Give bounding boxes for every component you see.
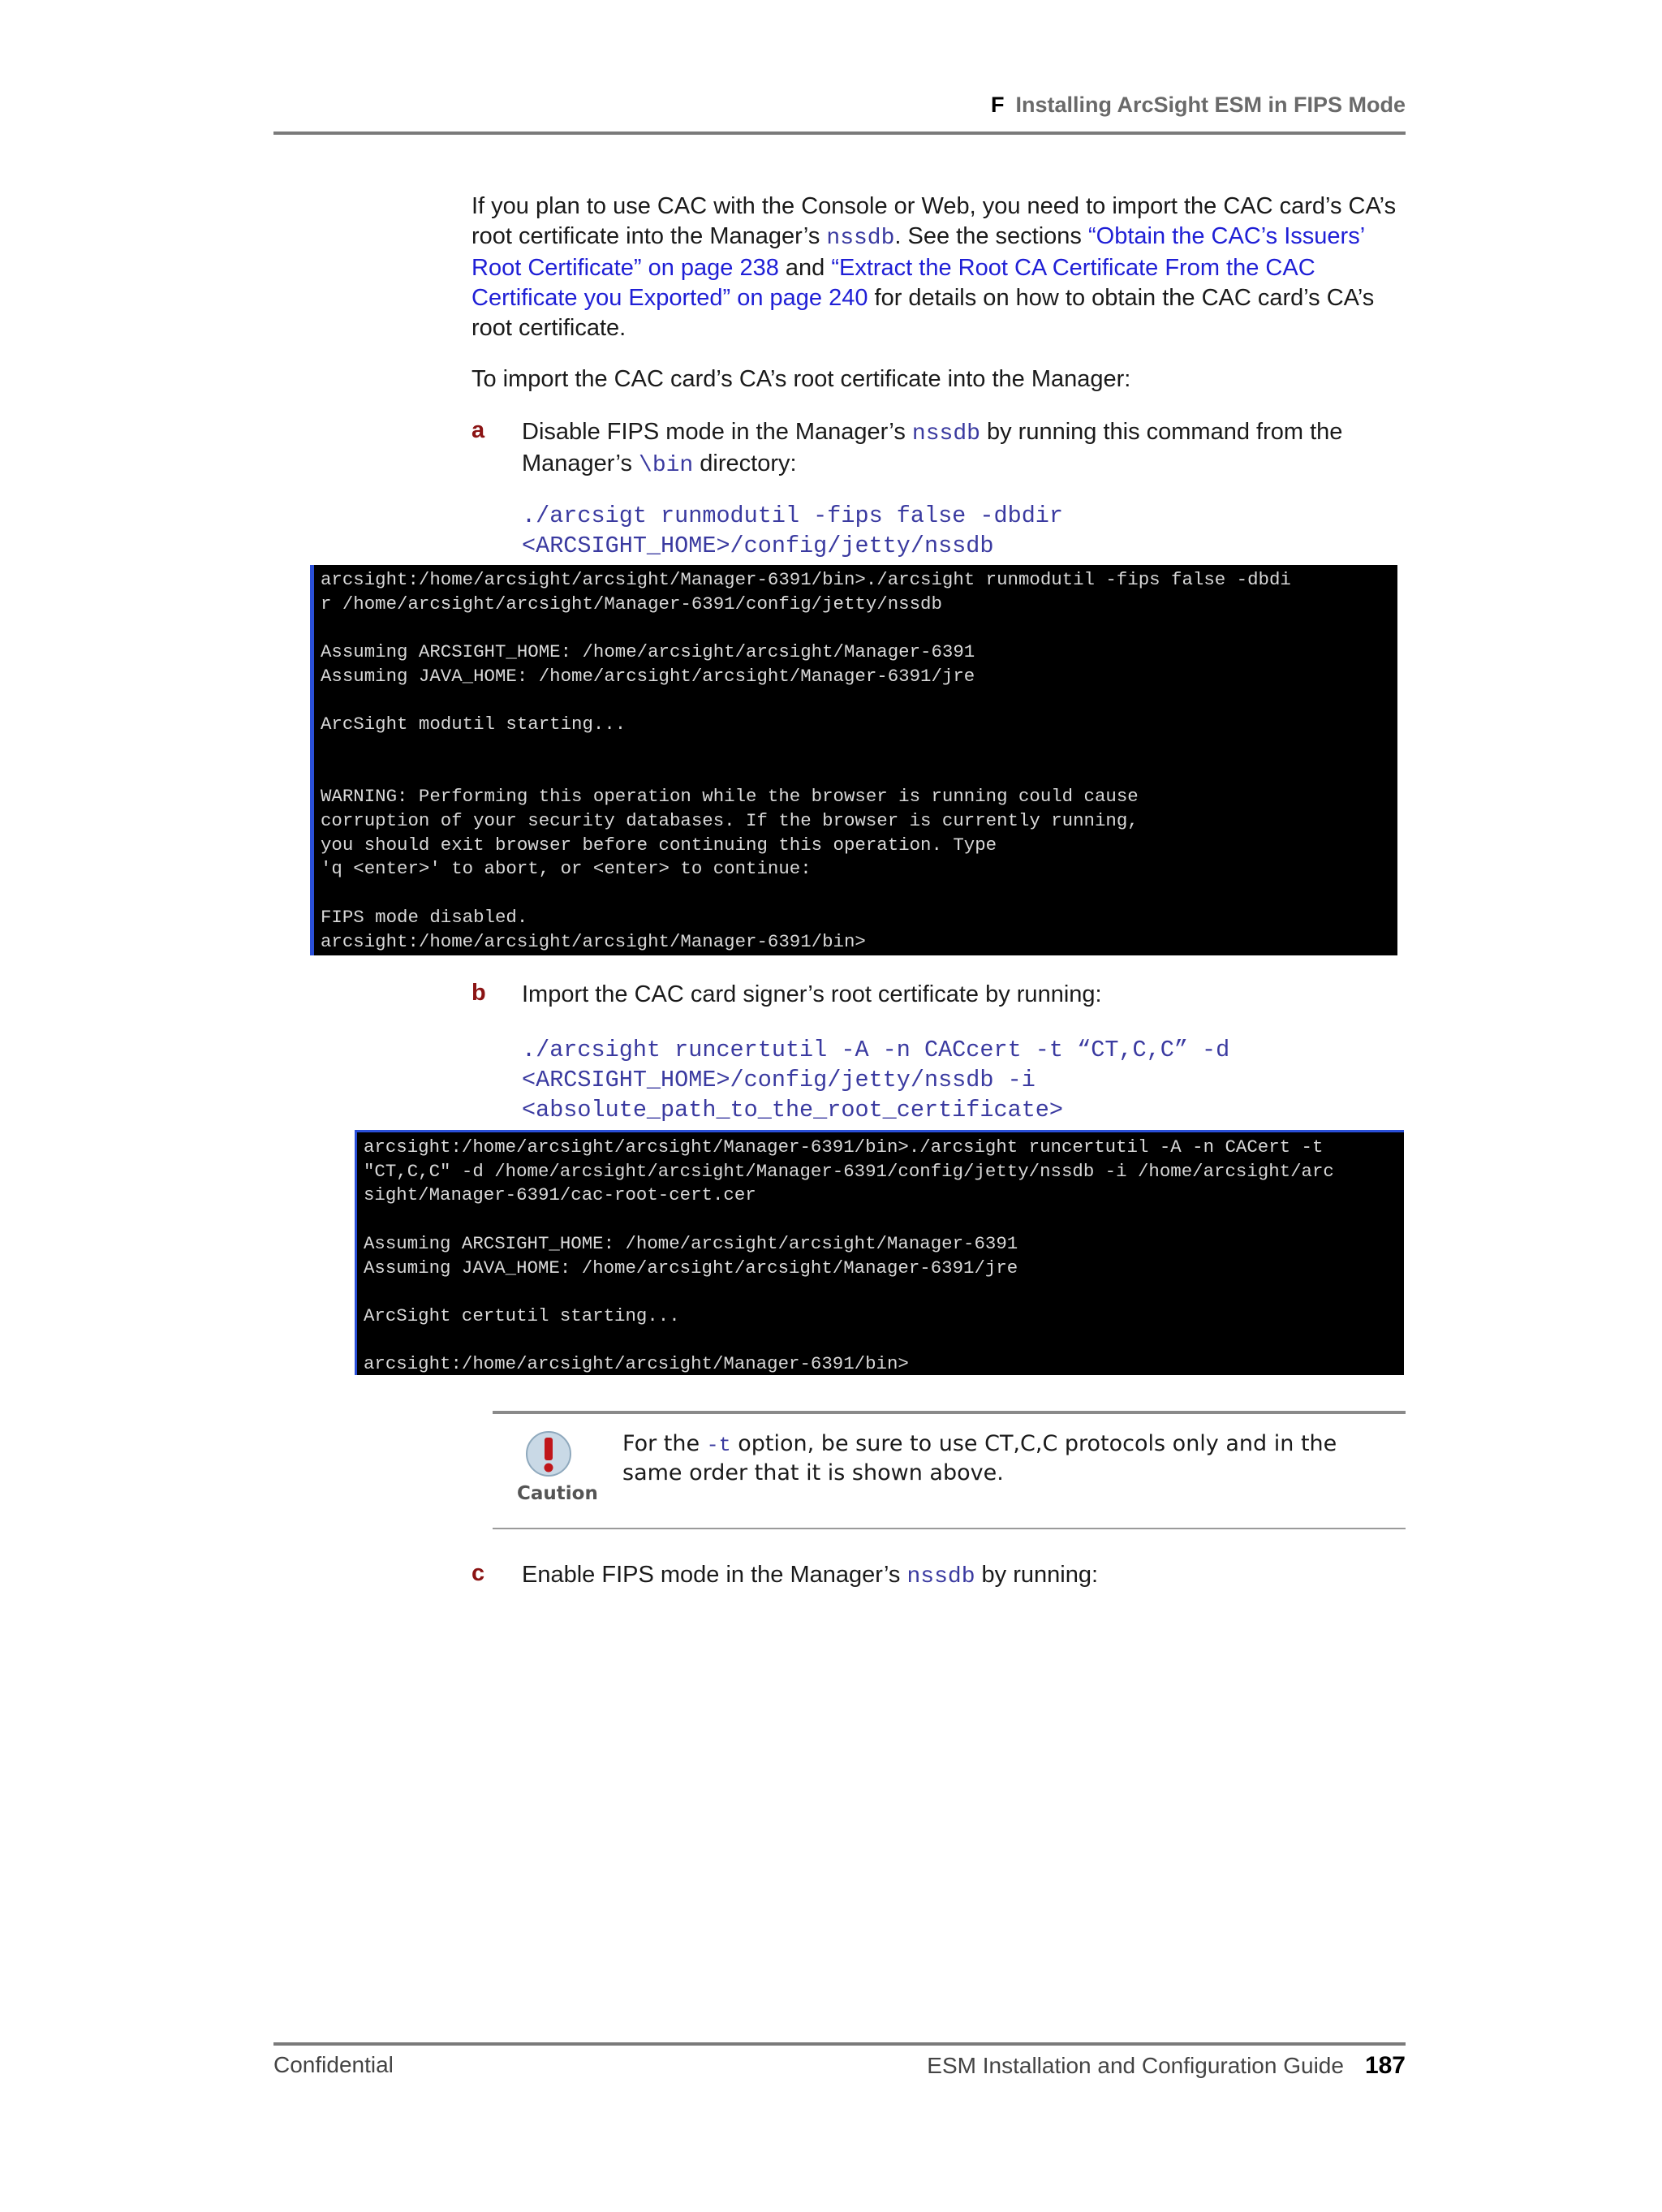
- code-nssdb: nssdb: [911, 421, 980, 446]
- step-a-letter: a: [471, 417, 485, 443]
- step-b-text: Import the CAC card signer’s root certificate by running:: [522, 981, 1102, 1007]
- intro-text: If you plan to use CAC with the Console or Web, you need to import the CAC card’s CA’s root certificate into the Manager’s: [471, 193, 1397, 249]
- page-number: 187: [1364, 2052, 1406, 2079]
- step-b-letter: b: [471, 980, 486, 1006]
- exclamation-icon: [525, 1430, 572, 1477]
- import-intro: To import the CAC card’s CA’s root certificate into the Manager:: [471, 366, 1131, 392]
- footer-confidential: Confidential: [273, 2052, 394, 2077]
- code-bin: \bin: [639, 453, 694, 478]
- link-extract-root-ca-cert[interactable]: “Extract the Root CA Certificate From the CAC Certificate you Exported” on page 240: [471, 255, 1315, 311]
- caution-text-part: option, be sure to use CT,C,C protocols only and in the same order that it is shown above.: [622, 1431, 1337, 1485]
- caution-note: [493, 1411, 1406, 1529]
- link-obtain-cac-root-cert[interactable]: “Obtain the CAC’s Issuers’ Root Certificate” on page 238: [471, 223, 1365, 281]
- chapter-title: Installing ArcSight ESM in FIPS Mode: [1015, 93, 1406, 117]
- terminal-screenshot-certutil: [355, 1130, 1404, 1375]
- code-nssdb: nssdb: [906, 1564, 975, 1589]
- page-header: [273, 91, 1406, 135]
- intro-paragraph: [471, 192, 1405, 343]
- code-t-option: -t: [706, 1434, 731, 1457]
- footer-guide: [927, 2052, 1406, 2080]
- intro-text: . See the sections: [894, 223, 1088, 249]
- intro-text: and: [778, 255, 832, 281]
- code-nssdb: nssdb: [826, 226, 895, 251]
- step-c-text: [522, 1560, 1406, 1592]
- terminal-output: arcsight:/home/arcsight/arcsight/Manager-6391/bin>./arcsight runmodutil -fips false -dbdi r /home/arcsight/arcsight/Manager-6391/config/jetty/nssdb Assuming ARCSIGHT_HOME: /home/arcsight/arcsight/Manager-6391 Assuming JAVA_HOME: /home/arcsight/arcsight/Manager-6391/jre ArcSight modutil starting... WARNING: Performing this operation while the browser is running could cause corruption of your security databases. If the browser is currently running, you should exit browser before continuing this operation. Type 'q <enter>' to abort, or <enter> to continue: FIPS mode disabled. arcsight:/home/arcsight/arcsight/Manager-6391/bin>: [321, 569, 1291, 952]
- step-c-text-part: by running:: [975, 1562, 1099, 1588]
- caution-text: [622, 1430, 1393, 1487]
- caution-icon: [517, 1430, 598, 1504]
- terminal-output: arcsight:/home/arcsight/arcsight/Manager-6391/bin>./arcsight runcertutil -A -n CACert -t "CT,C,C" -d /home/arcsight/arcsight/Manager-6391/config/jetty/nssdb -i /home/arcsight/arc sight/Manager-6391/cac-root-cert.cer Assuming ARCSIGHT_HOME: /home/arcsight/arcsight/Manager-6391 Assuming JAVA_HOME: /home/arcsight/arcsight/Manager-6391/jre ArcSight certutil starting... arcsight:/home/arcsight/arcsight/Manager-6391/bin>: [364, 1136, 1334, 1375]
- page-footer: [273, 2042, 1406, 2086]
- step-c-letter: c: [471, 1560, 485, 1586]
- step-c-text-part: Enable FIPS mode in the Manager’s: [522, 1562, 907, 1588]
- terminal-screenshot-modutil: [310, 565, 1397, 955]
- step-a-text-part: directory:: [693, 451, 797, 476]
- step-a-command: ./arcsigt runmodutil -fips false -dbdir <ARCSIGHT_HOME>/config/jetty/nssdb: [522, 502, 1064, 559]
- chapter-letter: F: [990, 93, 1005, 117]
- caution-text-part: For the: [622, 1431, 707, 1456]
- step-a-text-part: by running this command from the Manager’s: [522, 419, 1343, 476]
- caution-label: Caution: [517, 1483, 598, 1504]
- running-header: [991, 93, 1406, 118]
- footer-guide-title: ESM Installation and Configuration Guide: [927, 2053, 1344, 2078]
- step-a-text-part: Disable FIPS mode in the Manager’s: [522, 419, 912, 445]
- intro-text: for details on how to obtain the CAC card’s CA’s root certificate.: [471, 285, 1375, 341]
- step-b-command: ./arcsight runcertutil -A -n CACcert -t “CT,C,C” -d <ARCSIGHT_HOME>/config/jetty/nssdb -i <absolute_path_to_the_root_certificate>: [522, 1037, 1230, 1123]
- step-a-text: [522, 417, 1406, 481]
